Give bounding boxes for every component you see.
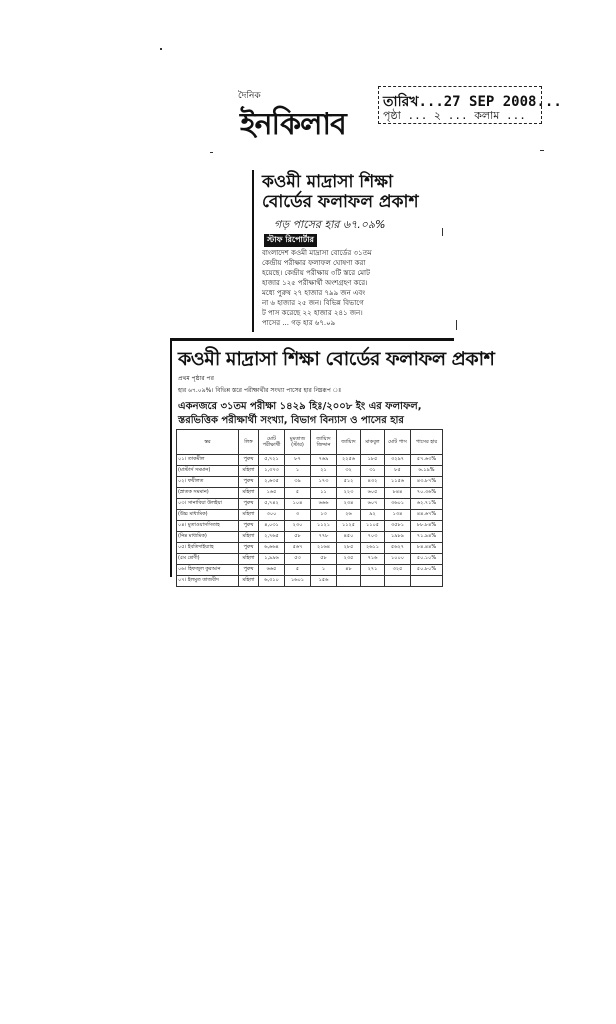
stamp-page: পৃষ্ঠা ... ২ ... কলাম ... xyxy=(383,109,526,122)
table-cell: ৮৪৪ xyxy=(385,488,411,499)
body-line: বাংলাদেশ কওমী মাদ্রাসা বোর্ডের ৩১তম xyxy=(262,249,372,257)
table-header-cell: মুমতাজ (স্টার) xyxy=(285,430,311,455)
table-cell: ১১ xyxy=(311,488,337,499)
table-cell: ৫ xyxy=(285,565,311,576)
table-cell: ১৭৩ xyxy=(311,477,337,488)
table-cell: ৪৫০ xyxy=(337,532,361,543)
table-cell: ৬৬৫ xyxy=(259,565,285,576)
table-cell: ৪৮ xyxy=(337,565,361,576)
table-header-cell: স্তর xyxy=(177,430,239,455)
table-cell: মহিলা xyxy=(239,466,259,477)
body-line: কেন্দ্রীয় পরীক্ষার ফলাফল ঘোষণা করা xyxy=(262,259,366,267)
clipping-2-subheading-1: একনজরে ৩১তম পরীক্ষা ১৪২৯ হিঃ/২০০৮ ইং এর ফলাফল, xyxy=(178,401,422,412)
table-cell: ৫০.১০% xyxy=(411,554,443,565)
table-cell: মহিলা xyxy=(239,532,259,543)
table-cell: ৫৬৭ xyxy=(285,543,311,554)
table-row xyxy=(177,499,443,510)
table-cell: ০১। তাকমীল xyxy=(177,455,239,466)
table-cell: (উচ্চ মাধ্যমিক) xyxy=(177,510,239,521)
table-cell: ২,৭৬৫ xyxy=(259,532,285,543)
news-clipping-1 xyxy=(252,170,432,332)
table-cell: ২১৬৪ xyxy=(311,543,337,554)
table-cell: ৯২ xyxy=(361,510,385,521)
table-cell: ৩৬০১ xyxy=(385,499,411,510)
table-cell: ১৩ xyxy=(311,510,337,521)
table-row xyxy=(177,477,443,488)
table-cell: ২২৫৬ xyxy=(337,455,361,466)
table-cell: পুরুষ xyxy=(239,543,259,554)
scan-speck xyxy=(160,48,162,50)
table-cell: ২৬১১ xyxy=(361,543,385,554)
table-cell: ৫,৭৪২ xyxy=(259,499,285,510)
table-row xyxy=(177,510,443,521)
table-cell: ১১২১ xyxy=(311,521,337,532)
table-cell: ৩ xyxy=(285,510,311,521)
table-cell: ৮৮.৮৪% xyxy=(411,521,443,532)
table-header-cell: লিঙ্গ xyxy=(239,430,259,455)
table-cell: ৮৭ xyxy=(285,455,311,466)
table-cell: পুরুষ xyxy=(239,455,259,466)
news-clipping-2 xyxy=(170,338,495,583)
table-cell: ০৪। মুতাওয়াসসিতাহ xyxy=(177,521,239,532)
table-row xyxy=(177,521,443,532)
table-cell: ৩৫৮১ xyxy=(385,521,411,532)
table-cell: ২১ xyxy=(311,466,337,477)
table-cell: ১১০৫ xyxy=(361,521,385,532)
table-cell: ১০৪ xyxy=(285,499,311,510)
masthead-kicker: দৈনিক xyxy=(238,91,261,101)
table-cell: মহিলা xyxy=(239,554,259,565)
body-line: না ৬ হাজার ২৫ জন। বিভিন্ন বিভাগে xyxy=(262,299,364,307)
table-cell: ২৩৫ xyxy=(337,554,361,565)
table-cell: ৫৬২৭ xyxy=(385,543,411,554)
table-cell: পুরুষ xyxy=(239,521,259,532)
table-cell xyxy=(361,576,385,587)
table-cell: ১৩৪ xyxy=(385,510,411,521)
table-cell: (মাস্টার্স সমমান) xyxy=(177,466,239,477)
table-cell: ২৭১ xyxy=(361,565,385,576)
body-line: হাজার ১২৫ পরীক্ষার্থী অংশগ্রহণ করে। xyxy=(262,279,368,287)
table-cell: ৪৪.৬৭% xyxy=(411,510,443,521)
table-row xyxy=(177,488,443,499)
table-row xyxy=(177,576,443,587)
table-cell: ১,৯৯৬ xyxy=(259,554,285,565)
date-stamp xyxy=(378,86,562,124)
table-cell: পুরুষ xyxy=(239,499,259,510)
table-cell xyxy=(385,576,411,587)
table-row xyxy=(177,554,443,565)
table-cell: ২৩৪ xyxy=(337,499,361,510)
table-cell: ৩২ xyxy=(337,466,361,477)
table-header-cell: মোট পাস xyxy=(385,430,411,455)
table-cell: ৩২৫ xyxy=(385,565,411,576)
results-table xyxy=(176,429,443,587)
table-cell: পুরুষ xyxy=(239,565,259,576)
table-header-cell: জায়্যিদ জিদ্দান xyxy=(311,430,337,455)
table-cell: ০৭। ইলমুত তাজবীদ xyxy=(177,576,239,587)
table-cell: ৫৮ xyxy=(311,554,337,565)
table-cell: ৫ xyxy=(285,488,311,499)
table-cell: ২৬ xyxy=(337,510,361,521)
clipping-2-summary: হার ৬৭.০৯%। বিভিন্ন স্তরে পরীক্ষার্থীর সংখ্যা পাসের হার নিম্নরূপ ঃ xyxy=(178,387,342,394)
table-row xyxy=(177,543,443,554)
table-cell: ৭৬৯ xyxy=(311,455,337,466)
table-cell: ১ xyxy=(311,565,337,576)
table-cell: ৫,৭২১ xyxy=(259,455,285,466)
table-header-cell: মোট পরীক্ষার্থী xyxy=(259,430,285,455)
scan-speck xyxy=(540,150,544,151)
table-cell: ১১২৫ xyxy=(337,521,361,532)
table-cell: ৬০৫ xyxy=(361,488,385,499)
table-row xyxy=(177,466,443,477)
body-line: হয়েছে। কেন্দ্রীয় পরীক্ষায় ৩টি স্তরে মোট xyxy=(262,269,370,277)
table-cell: ৬,৬৬৪ xyxy=(259,543,285,554)
table-cell: ৫০.৮০% xyxy=(411,565,443,576)
table-cell: ৫১২ xyxy=(337,477,361,488)
table-cell: ২৩০ xyxy=(285,521,311,532)
table-cell: ৭০৩ xyxy=(361,532,385,543)
scan-speck xyxy=(210,152,213,153)
table-cell: ৭১৬ xyxy=(361,554,385,565)
table-row xyxy=(177,532,443,543)
table-cell: মহিলা xyxy=(239,510,259,521)
table-cell: ৫৮ xyxy=(285,532,311,543)
continued-note: প্রথম পৃষ্ঠার পর xyxy=(178,375,214,382)
body-line: মধ্যে পুরুষ ২৭ হাজার ৭৯৯ জন এবং xyxy=(262,289,366,297)
table-cell: ০৩। সানাবিয়া উলইয়া xyxy=(177,499,239,510)
scan-speck xyxy=(456,320,457,330)
table-cell: ৩০০ xyxy=(259,510,285,521)
table-row xyxy=(177,565,443,576)
table-body xyxy=(177,455,443,587)
table-cell: ৩৯ xyxy=(285,477,311,488)
scan-speck xyxy=(442,228,443,236)
table-header-row xyxy=(177,430,443,455)
table-cell: ২৮৫ xyxy=(337,543,361,554)
table-cell: মহিলা xyxy=(239,488,259,499)
table-cell xyxy=(337,576,361,587)
table-cell: ৬২.৭১% xyxy=(411,499,443,510)
table-cell: ১০০০ xyxy=(385,554,411,565)
table-cell: ২২৩ xyxy=(337,488,361,499)
table-cell: ৬.১৯% xyxy=(411,466,443,477)
table-cell: ১,৩৭৩ xyxy=(259,466,285,477)
table-header-cell: জায়্যিদ xyxy=(337,430,361,455)
table-cell: পুরুষ xyxy=(239,477,259,488)
table-cell: ৬০৭ xyxy=(361,499,385,510)
table-cell: ৭৭৮ xyxy=(311,532,337,543)
table-cell xyxy=(411,576,443,587)
table-row xyxy=(177,455,443,466)
stamp-date: তারিখ...27 SEP 2008... xyxy=(383,94,562,110)
table-cell: (৫ম শ্রেণী) xyxy=(177,554,239,565)
table-cell: ০২। ফযীলত xyxy=(177,477,239,488)
clipping-1-body xyxy=(262,248,428,328)
table-cell: ৪৩.৮৭% xyxy=(411,477,443,488)
clipping-2-headline: কওমী মাদ্রাসা শিক্ষা বোর্ডের ফলাফল প্রকাশ xyxy=(178,348,495,370)
table-cell: ৩১ xyxy=(361,466,385,477)
masthead-title: ইনকিলাব xyxy=(240,107,346,142)
table-cell: ৫৩ xyxy=(285,554,311,565)
table-cell: (নিম্ন মাধ্যমিক) xyxy=(177,532,239,543)
table-cell: ৬,৩১০ xyxy=(259,576,285,587)
body-line: ট পাস করেছে ২২ হাজার ২৪১ জন। xyxy=(262,309,363,317)
table-cell: ১৬৫ xyxy=(259,488,285,499)
table-cell: ১১৫৬ xyxy=(385,477,411,488)
clipping-2-subheading-2: স্তরভিত্তিক পরীক্ষার্থী সংখ্যা, বিভাগ বিন্যাস ও পাসের হার xyxy=(178,415,404,426)
clipping-1-headline: কওমী মাদ্রাসা শিক্ষা বোর্ডের ফলাফল প্রকাশ xyxy=(262,172,419,212)
table-cell: ১৮৫ xyxy=(361,455,385,466)
clipping-1-byline: স্টাফ রিপোর্টার xyxy=(264,234,317,247)
table-cell: ৬৬৬ xyxy=(311,499,337,510)
table-cell: ৭০.৩৬% xyxy=(411,488,443,499)
table-cell: ৩২৯৭ xyxy=(385,455,411,466)
table-cell: ২,৬৩৫ xyxy=(259,477,285,488)
table-header-cell: মাকবুল xyxy=(361,430,385,455)
table-header-cell: পাসের হার xyxy=(411,430,443,455)
table-cell: ১৬০১ xyxy=(285,576,311,587)
table-cell: ৮৫ xyxy=(385,466,411,477)
table-cell: ০৫। ইবতিদাইয়্যাহ xyxy=(177,543,239,554)
table-cell: ১৫৬ xyxy=(311,576,337,587)
clipping-1-subhead: গড় পাসের হার ৬৭.০৯% xyxy=(274,218,386,231)
table-cell: ১ xyxy=(285,466,311,477)
table-cell: ৮৪.৪৪% xyxy=(411,543,443,554)
body-line: পাসের ... গড় হার ৬৭.০৯ xyxy=(262,319,336,327)
table-cell: মহিলা xyxy=(239,576,259,587)
table-cell: ৫৭.৬৩% xyxy=(411,455,443,466)
table-cell: ১৯৮৯ xyxy=(385,532,411,543)
table-cell: ৪৩২ xyxy=(361,477,385,488)
table-cell: ০৬। হিফজুল কুরআন xyxy=(177,565,239,576)
table-cell: ৭১.৯৪% xyxy=(411,532,443,543)
table-cell: (স্নাতক সমমান) xyxy=(177,488,239,499)
table-cell: ৪,০৩১ xyxy=(259,521,285,532)
